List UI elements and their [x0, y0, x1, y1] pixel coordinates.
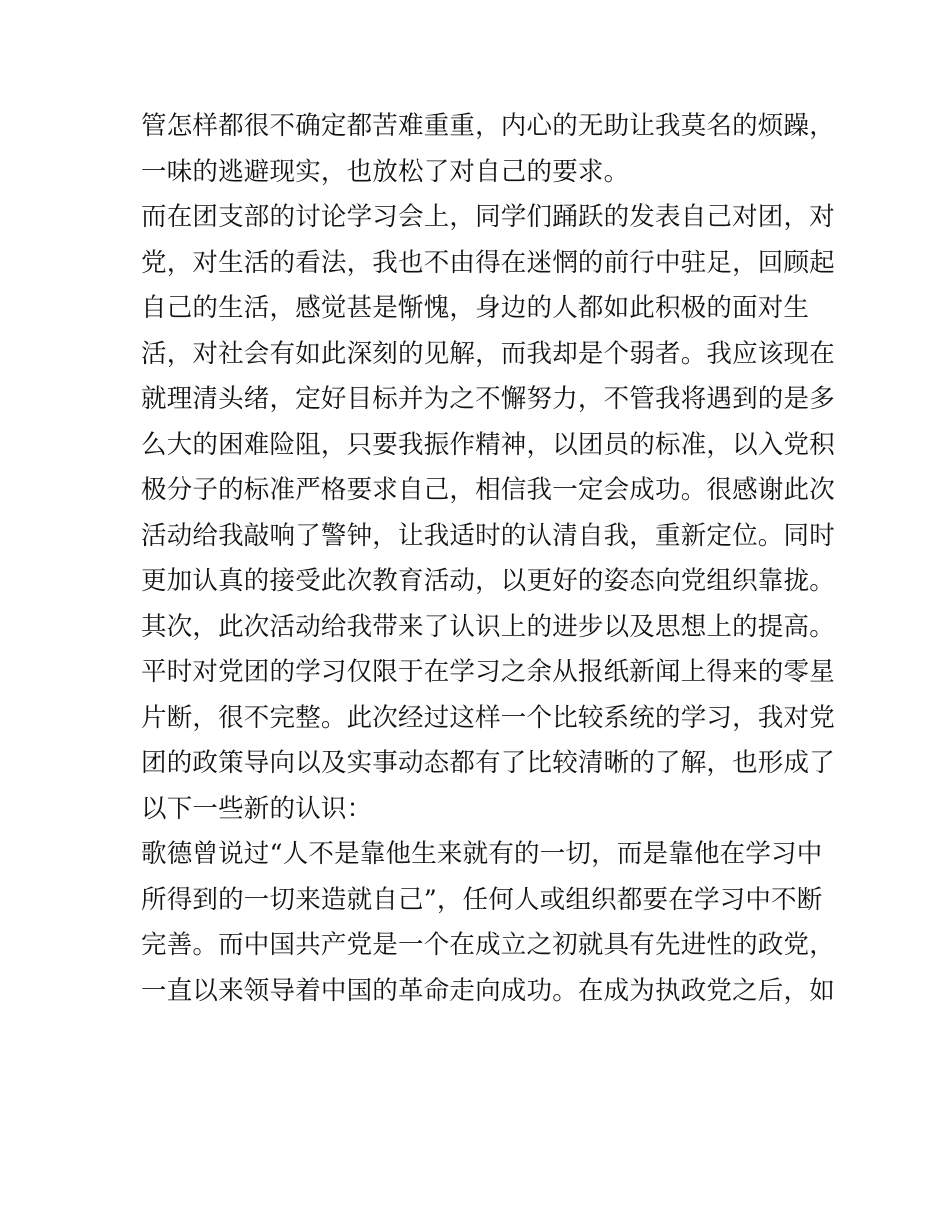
text-line: 一直以来领导着中国的革命走向成功。在成为执政党之后，如 — [141, 975, 835, 1006]
text-line: 活，对社会有如此深刻的见解，而我却是个弱者。我应该现在 — [141, 338, 835, 369]
text-line: 就理清头绪，定好目标并为之不懈努力，不管我将遇到的是多 — [141, 384, 835, 414]
text-line: 其次，此次活动给我带来了认识上的进步以及思想上的提高。 — [141, 611, 835, 642]
text-line: 平时对党团的学习仅限于在学习之余从报纸新闻上得来的零星 — [141, 657, 835, 687]
text-line: 歌德曾说过“人不是靠他生来就有的一切，而是靠他在学习中 — [141, 839, 823, 869]
text-line: 一味的逃避现实，也放松了对自己的要求。 — [141, 156, 630, 187]
text-line: 以下一些新的认识： — [141, 793, 373, 824]
text-line: 片断，很不完整。此次经过这样一个比较系统的学习，我对党 — [141, 702, 835, 733]
text-line: 更加认真的接受此次教育活动，以更好的姿态向党组织靠拢。 — [141, 566, 835, 596]
text-line: 么大的困难险阻，只要我振作精神，以团员的标准，以入党积 — [141, 429, 835, 460]
text-line: 完善。而中国共产党是一个在成立之初就具有先进性的政党， — [141, 930, 835, 960]
text-line: 活动给我敲响了警钟，让我适时的认清自我，重新定位。同时 — [141, 520, 835, 551]
text-line: 团的政策导向以及实事动态都有了比较清晰的了解，也形成了 — [141, 748, 835, 778]
text-line: 管怎样都很不确定都苦难重重，内心的无助让我莫名的烦躁， — [141, 111, 835, 141]
text-line: 所得到的一切来造就自己”，任何人或组织都要在学习中不断 — [141, 884, 823, 915]
text-line: 极分子的标准严格要求自己，相信我一定会成功。很感谢此次 — [141, 475, 835, 505]
body-text — [141, 104, 835, 1014]
text-line: 自己的生活，感觉甚是惭愧，身边的人都如此积极的面对生 — [141, 293, 810, 323]
text-line: 党，对生活的看法，我也不由得在迷惘的前行中驻足，回顾起 — [141, 247, 835, 278]
text-line: 而在团支部的讨论学习会上，同学们踊跃的发表自己对团，对 — [141, 202, 835, 232]
